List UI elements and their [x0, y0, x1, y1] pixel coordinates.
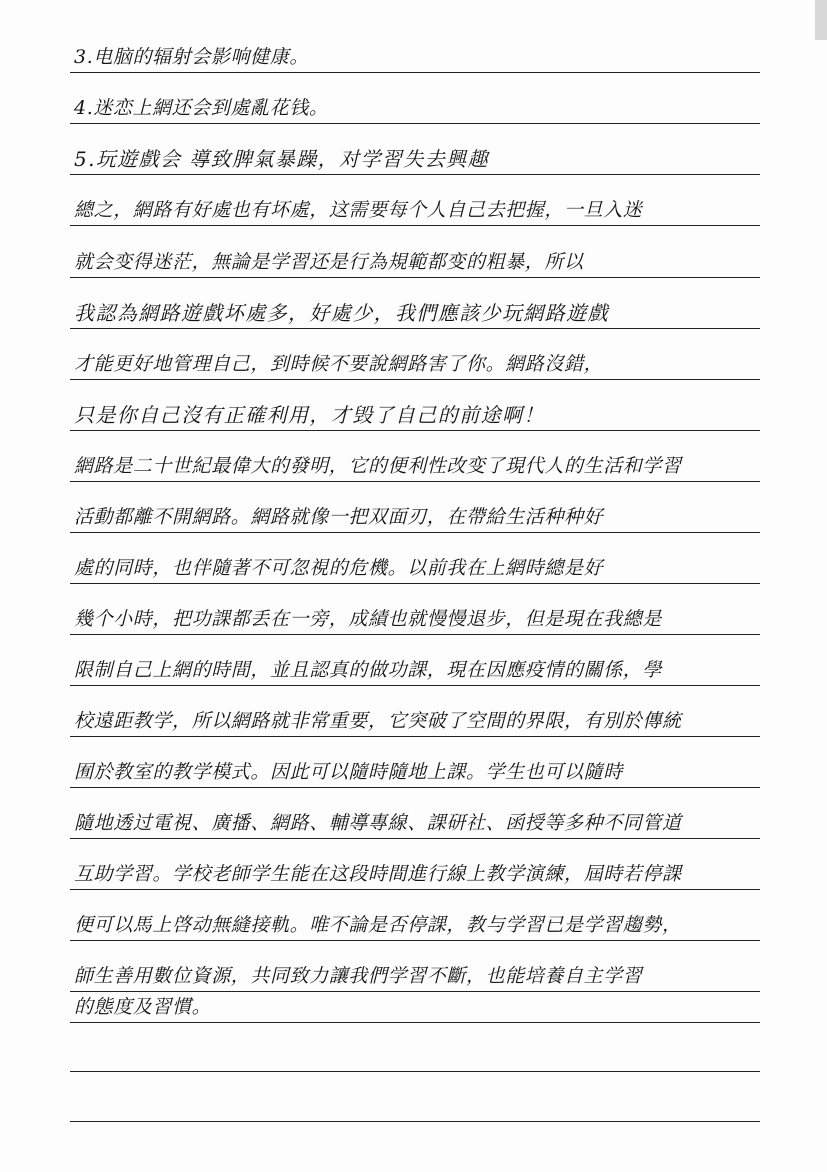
essay-line: 只是你自己沒有正確利用，才毁了自己的前途啊！ [74, 403, 545, 427]
ruled-line [70, 991, 760, 992]
ruled-line [70, 379, 760, 380]
essay-line: 幾个小時，把功課都丢在一旁，成績也就慢慢退步，但是現在我總是 [74, 608, 663, 630]
ruled-line [70, 225, 760, 226]
essay-line: 活動都離不開網路。網路就像一把双面刃，在帶給生活种种好 [74, 506, 604, 528]
ruled-line [70, 174, 760, 175]
essay-line: 3.电脑的辐射会影响健康。 [74, 46, 309, 68]
ruled-line [70, 430, 760, 431]
essay-line: 總之，網路有好處也有坏處，这需要每个人自己去把握，一旦入迷 [74, 199, 643, 221]
essay-line: 互助学習。学校老師学生能在这段時間進行線上教学演練，屆時若停課 [74, 863, 682, 885]
ruled-line [70, 838, 760, 839]
ruled-line [70, 583, 760, 584]
ruled-line [70, 787, 760, 788]
ruled-line [70, 1121, 760, 1122]
essay-line: 網路是二十世紀最偉大的發明，它的便利性改变了現代人的生活和学習 [74, 455, 682, 477]
ruled-line [70, 277, 760, 278]
ruled-line [70, 889, 760, 890]
page-edge-shadow [815, 0, 827, 40]
ruled-line [70, 72, 760, 73]
ruled-line [70, 1071, 760, 1072]
essay-line: 囿於教室的教学模式。因此可以隨時隨地上課。学生也可以隨時 [74, 761, 623, 783]
essay-line: 就会变得迷茫，無論是学習还是行為規範都变的粗暴，所以 [74, 251, 584, 273]
essay-line: 校遠距教学，所以網路就非常重要，它突破了空間的界限，有別於傳統 [74, 710, 682, 732]
ruled-line [70, 328, 760, 329]
essay-line: 4.迷恋上網还会到處亂花钱。 [74, 97, 329, 119]
essay-line: 處的同時，也伴隨著不可忽視的危機。以前我在上網時總是好 [74, 557, 604, 579]
essay-line: 我認為網路遊戲坏處多，好處少，我們應該少玩網路遊戲 [74, 301, 609, 325]
ruled-line [70, 123, 760, 124]
ruled-line [70, 940, 760, 941]
ruled-line [70, 685, 760, 686]
essay-line: 隨地透过電視、廣播、網路、輔導專線、課研社、函授等多种不同管道 [74, 812, 682, 834]
essay-line: 5.玩遊戲会 導致脾氣暴躁，对学習失去興趣 [74, 147, 489, 171]
essay-line: 師生善用數位資源，共同致力讓我們学習不斷，也能培養自主学習 [74, 965, 643, 987]
essay-line: 的態度及習慣。 [74, 996, 212, 1018]
essay-line: 限制自己上網的時間，並且認真的做功課，現在因應疫情的關係，學 [74, 659, 663, 681]
ruled-line [70, 532, 760, 533]
ruled-line [70, 736, 760, 737]
ruled-line [70, 481, 760, 482]
essay-line: 便可以馬上啓动無縫接軌。唯不論是否停課，教与学習已是学習趨勢， [74, 914, 682, 936]
ruled-line [70, 634, 760, 635]
essay-line: 才能更好地管理自己，到時候不要說網路害了你。網路沒錯， [74, 353, 604, 375]
ruled-line [70, 1022, 760, 1023]
